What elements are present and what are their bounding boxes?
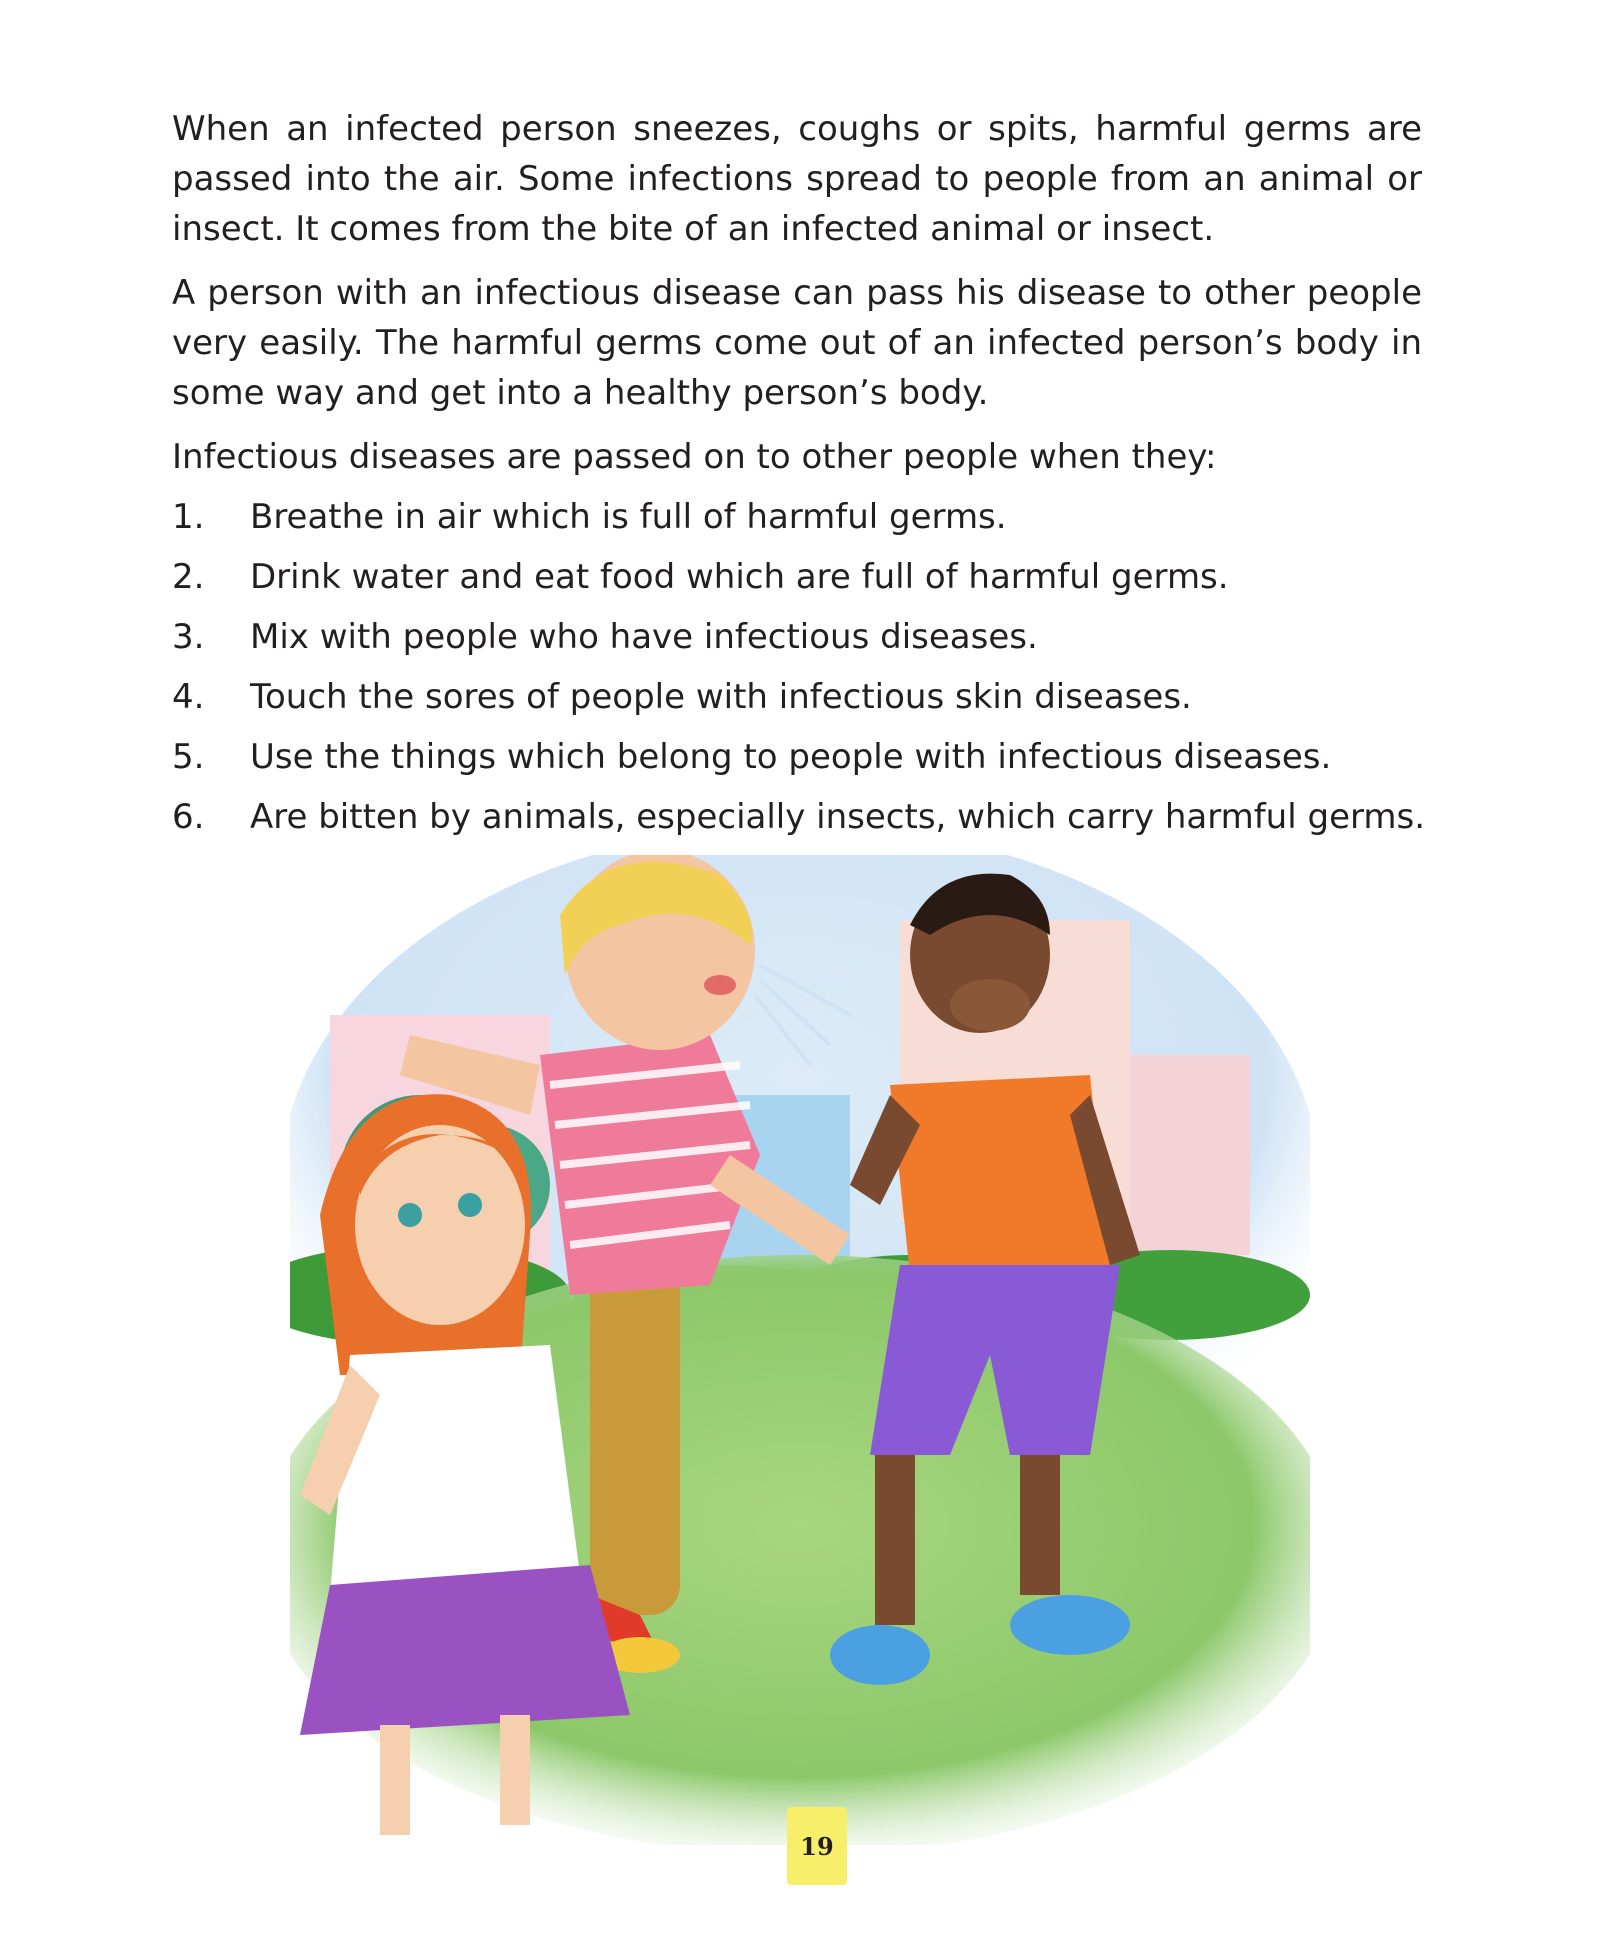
pink-building-far-right (1130, 1055, 1250, 1255)
list-item-text: Drink water and eat food which are full of harmful germs. (250, 557, 1229, 597)
transmission-list (172, 492, 1426, 842)
list-item-number: 4. (172, 677, 205, 717)
page-number: 19 (800, 1831, 834, 1861)
list-item-text: Breathe in air which is full of harmful germs. (250, 497, 1007, 537)
children-sneezing-illustration (290, 855, 1310, 1845)
paragraph-2: A person with an infectious disease can pass his disease to other people very easily. The harmful germs come out of an infected person’s body in some way and get into a healthy person’s body. (172, 273, 1422, 413)
list-item (172, 792, 1426, 842)
list-item (172, 492, 1422, 542)
list-item (172, 672, 1422, 722)
list-item (172, 732, 1422, 782)
body-text (172, 104, 1426, 852)
list-item-text: Touch the sores of people with infectious skin diseases. (250, 677, 1192, 717)
list-item-number: 5. (172, 737, 205, 777)
list-item-text: Are bitten by animals, especially insects, which carry harmful germs. (250, 797, 1426, 837)
paragraph-1: When an infected person sneezes, coughs or spits, harmful germs are passed into the air. Some infections spread to people from an animal or insect. It comes from the bite of an infected animal or insect. (172, 109, 1422, 249)
page-number-badge (787, 1807, 847, 1885)
list-intro: Infectious diseases are passed on to other people when they: (172, 437, 1217, 477)
list-item-text: Use the things which belong to people with infectious diseases. (250, 737, 1332, 777)
list-item-number: 6. (172, 797, 205, 837)
list-item-number: 2. (172, 557, 205, 597)
list-item-number: 3. (172, 617, 205, 657)
list-item (172, 612, 1422, 662)
list-item-number: 1. (172, 497, 205, 537)
list-item-text: Mix with people who have infectious diseases. (250, 617, 1038, 657)
list-item (172, 552, 1422, 602)
